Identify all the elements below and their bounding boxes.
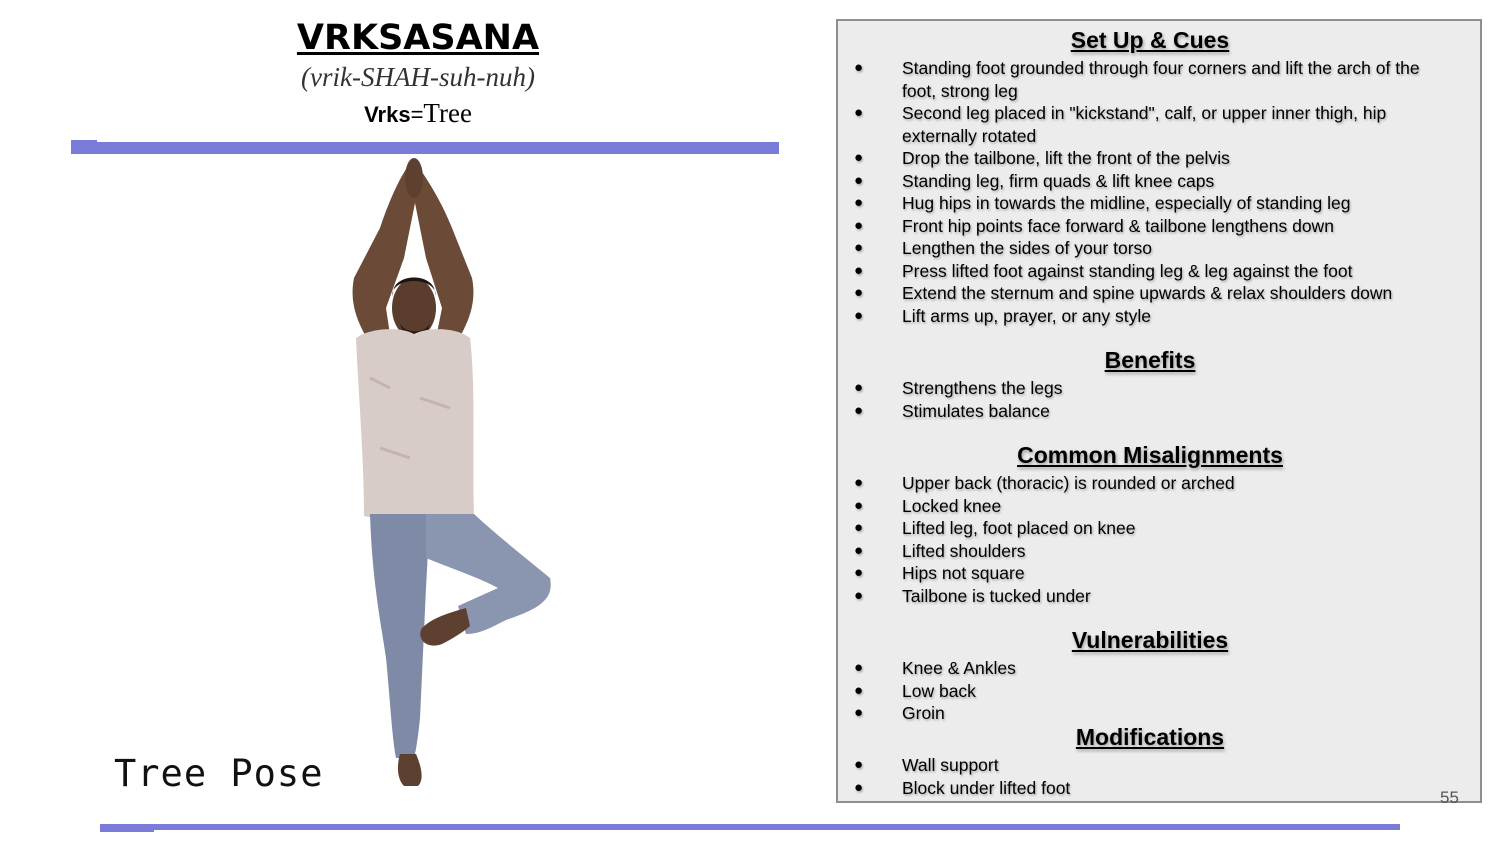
bullet-dot: ● [854, 261, 864, 279]
bottom-accent-band-left-notch [100, 828, 154, 832]
list-item: ● Knee & Ankles [854, 658, 1016, 678]
bullet-dot: ● [854, 149, 864, 166]
bullet-dot: ● [854, 194, 864, 211]
list-item: ● Lifted leg, foot placed on knee [854, 518, 1136, 538]
bullet-dot: ● [854, 401, 864, 419]
pose-meaning [168, 98, 668, 129]
bullet-dot: ● [854, 379, 864, 396]
list-item: ● Standing leg, firm quads & lift knee caps [854, 170, 1215, 191]
setup-title: Set Up & Cues [1070, 27, 1230, 53]
bullet-dot: ● [854, 104, 864, 121]
list-item: ● Tailbone is tucked under [854, 585, 1091, 606]
bullet-dot: ● [854, 59, 864, 76]
bullet-dot: ● [854, 474, 864, 491]
list-item: ● Stimulates balance [854, 400, 1050, 421]
pose-translation: Tree [423, 98, 472, 128]
benefits-list [838, 377, 1458, 422]
vulnerabilities-list [838, 657, 1458, 725]
list-item: ● Drop the tailbone, lift the front of the pelvis [854, 148, 1230, 168]
pose-info-panel [836, 19, 1482, 803]
bullet-dot: ● [854, 239, 864, 256]
list-item: ● Hips not square [854, 563, 1025, 583]
pose-pronunciation: (vrik-SHAH-suh-nuh) [301, 62, 535, 92]
tree-pose-figure [330, 158, 570, 790]
bullet-dot: ● [854, 306, 864, 324]
vulnerabilities-title: Vulnerabilities [1071, 627, 1229, 653]
list-item: ● Lift arms up, prayer, or any style [854, 305, 1151, 326]
pose-english-name: Tree Pose [114, 752, 324, 795]
bullet-dot: ● [854, 519, 864, 536]
misalignments-title: Common Misalignments [1017, 442, 1283, 468]
list-item: ● Front hip points face forward & tailbone lengthens down [854, 215, 1334, 236]
list-item: ● Upper back (thoracic) is rounded or arched [854, 473, 1235, 493]
bottom-accent-band [100, 824, 1400, 830]
pose-root-word: Vrks [364, 102, 411, 127]
page-number: 55 [1440, 788, 1459, 807]
modifications-list [838, 754, 1458, 799]
setup-list [838, 57, 1458, 327]
misalignments-list [838, 472, 1458, 607]
bullet-dot: ● [854, 756, 864, 773]
bullet-dot: ● [854, 586, 864, 604]
bullet-dot: ● [854, 778, 864, 796]
bullet-dot: ● [854, 564, 864, 581]
list-item: ● Block under lifted foot [854, 777, 1071, 798]
bullet-dot: ● [854, 541, 864, 559]
list-item: ● Wall support [854, 755, 999, 775]
bullet-dot: ● [854, 496, 864, 514]
list-item: ● Hug hips in towards the midline, especially of standing leg [854, 193, 1351, 213]
benefits-title: Benefits [1104, 347, 1196, 373]
list-item: ● Standing foot grounded through four corners and lift the arch of the foot, strong leg [854, 58, 1420, 101]
bullet-dot: ● [854, 704, 864, 721]
top-accent-band [71, 142, 779, 154]
modifications-title: Modifications [1075, 724, 1225, 750]
top-accent-band-left-notch [71, 140, 97, 144]
list-item: ● Locked knee [854, 495, 1002, 516]
list-item: ● Groin [854, 703, 945, 723]
pose-title: VRKSASANA [296, 18, 540, 58]
list-item: ● Low back [854, 680, 976, 701]
list-item: ● Lifted shoulders [854, 540, 1026, 561]
bullet-dot: ● [854, 216, 864, 234]
bullet-dot: ● [854, 284, 864, 301]
equals-sign: = [410, 102, 424, 127]
list-item: ● Strengthens the legs [854, 378, 1063, 398]
list-item: ● Second leg placed in "kickstand", calf, or upper inner thigh, hip externally rotated [854, 103, 1387, 146]
list-item: ● Lengthen the sides of your torso [854, 238, 1153, 258]
list-item: ● Extend the sternum and spine upwards & relax shoulders down [854, 283, 1393, 303]
list-item: ● Press lifted foot against standing leg & leg against the foot [854, 260, 1353, 281]
bullet-dot: ● [854, 659, 864, 676]
bullet-dot: ● [854, 171, 864, 189]
bullet-dot: ● [854, 681, 864, 699]
